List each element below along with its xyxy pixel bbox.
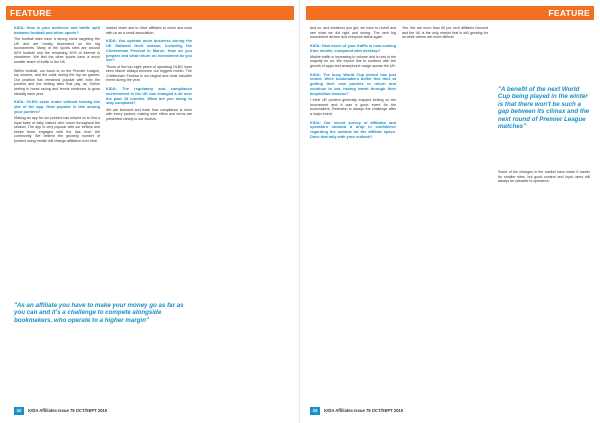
left-page-number: 32 — [14, 407, 24, 415]
left-footer — [14, 407, 107, 415]
interview-answer: Those of the top eight years of operating OLBG have seen March always become our biggest month. The Cheltenham Festival is our largest and most valuable event during the year. — [106, 64, 192, 83]
qa-block — [310, 73, 396, 117]
interview-answer: and so, and whatever you get, we have to revisit and see what we did right and wrong. The next big tournament arrives and everyone starts again. — [310, 26, 396, 40]
right-page-number: 33 — [310, 407, 320, 415]
right-page-column-2 — [402, 26, 488, 44]
interview-answer: Yes. We are more than 60 per cent affiliates focused and the UK is the only market that is still growing for us while others are more difficult. — [402, 26, 488, 40]
interview-question: KIDA: How is your audience and traffic split between football and other sports? — [14, 25, 100, 35]
right-header-bar — [306, 6, 594, 20]
qa-block — [310, 44, 396, 69]
qa-block — [310, 121, 396, 140]
interview-answer: market share and to drive affiliates to come and work with us as a small association. — [106, 26, 192, 35]
qa-block — [106, 87, 192, 121]
interview-question: KIDA: OLBG seem under without leaving the site of the app. How popular is this among your punters? — [14, 99, 100, 114]
right-publication-name: KIDA Affiliates Issue 79 OCT/SEPT 2010 — [324, 408, 404, 413]
left-header-bar — [6, 6, 294, 20]
interview-question: KIDA: Our recent survey of affiliates and operators showed a drop in confidence regarding the outlook for the affiliate space. Does that tally with your outlook? — [310, 119, 396, 139]
qa-block — [106, 26, 192, 35]
left-pull-quote: "As an affiliate you have to make your money go as far as you can and it's a challenge to compete alongside bookmakers, who operate to a higher margin" — [14, 302, 184, 324]
interview-answer: Some of the changes in the market have made it harder for smaller sites, but good content and loyal users will always be valuable to operators. — [498, 170, 590, 184]
interview-answer: The football sites have a strong niche targeting the UK and are mostly dependent on the big tournaments. Many of the sports sites are around 60% football and the remaining 40% of interest is elsewhere. We find the other sports have a much smaller share of traffic in the UK. — [14, 37, 100, 65]
qa-block — [14, 100, 100, 143]
right-footer — [310, 407, 403, 415]
interview-question: KIDA: You operate more business during the UK National Hunt season, including the Cheltenham Festival in March. How do you prepare and what return on investment do you see? — [106, 38, 192, 63]
left-publication-name: KIDA Affiliates Issue 79 OCT/SEPT 2010 — [28, 408, 108, 413]
interview-answer: I think UK punters generally enjoyed betting on the tournament and it was a good event for the bookmakers. Retention is always the challenge after a major event. — [310, 98, 396, 116]
qa-block — [14, 26, 100, 65]
qa-block — [106, 39, 192, 83]
left-page-column-2 — [106, 26, 192, 126]
right-page — [300, 0, 600, 423]
interview-answer: Mobile traffic is increasing in volume and is now in the majority for us. We expect this to continue with the growth of apps and smartphone usage across the UK. — [310, 54, 396, 69]
right-pull-quote: "A benefit of the next World Cup being played in the winter is that there won't be such a gap between its climax and the next round of Premier League matches" — [498, 86, 590, 131]
left-section-label: FEATURE — [6, 6, 56, 20]
right-page-column-1 — [310, 26, 396, 144]
interview-answer: Within football, our focus is on the Premier League, top scorers, and the odds during the top six games. Our position has remained popular with both the punters and the betting sites that pay us. Online betting in horse racing and tennis continues to grow steadily each year. — [14, 68, 100, 96]
qa-block — [402, 26, 488, 40]
qa-block — [310, 26, 396, 40]
interview-answer: We are licensed and track how compliance is done with every partner, making sure offers and terms are presented clearly to our visitors. — [106, 107, 192, 121]
interview-question: KIDA: The regulatory and compliance environment in the UK has changed a lot over the past 18 months. What are you doing to stay compliant? — [106, 86, 192, 106]
right-section-label: FEATURE — [544, 6, 594, 20]
interview-question: KIDA: How much of your traffic is now coming from mobile, compared with desktop? — [310, 42, 396, 53]
left-page-column-1 — [14, 26, 100, 148]
interview-question: KIDA: The busy World Cup period has just ended. Were bookmakers better this time at getting their new punters to return and continue to bet, having learnt through their acquisition lessons? — [310, 71, 396, 96]
qa-block — [14, 69, 100, 97]
qa-block — [498, 170, 590, 184]
interview-answer: Making an app for our punters has helped us to find a loyal base of daily visitors who return throughout the season. The app is very popular with our bettors and keeps them engaged with the tips from the community. We believe the growing number of punters using mobile will change affiliation over time. — [14, 116, 100, 144]
right-page-column-3 — [498, 170, 590, 188]
